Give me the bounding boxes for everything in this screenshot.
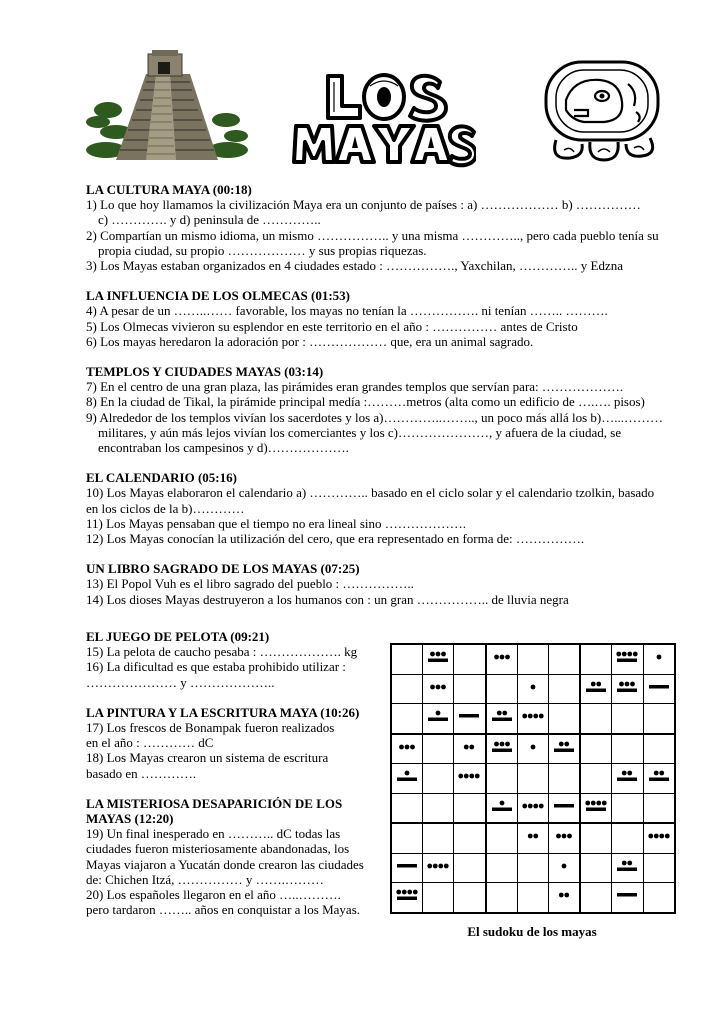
numeral-dot — [602, 800, 607, 805]
numeral-dot — [499, 655, 504, 660]
sudoku-row — [391, 793, 675, 823]
section-title: TEMPLOS Y CIUDADES MAYAS (03:14) — [86, 364, 324, 380]
numeral-dot — [559, 741, 564, 746]
numeral-dot — [405, 744, 410, 749]
sudoku-cell-given — [486, 793, 518, 823]
numeral-dot — [539, 714, 544, 719]
sudoku-cell-given — [486, 704, 518, 734]
sudoku-cell-given — [643, 644, 675, 674]
numeral-dot — [459, 774, 464, 779]
numeral-dot — [407, 890, 412, 895]
maya-numeral-2 — [455, 735, 483, 759]
numeral-dot — [413, 890, 418, 895]
sudoku-cell-empty[interactable] — [612, 734, 643, 764]
pyramid-image — [86, 50, 248, 162]
numeral-bar — [459, 714, 479, 718]
sudoku-cell-empty[interactable] — [454, 674, 486, 704]
sudoku-cell-empty[interactable] — [517, 853, 548, 883]
sudoku-cell-empty[interactable] — [517, 883, 548, 913]
maya-numeral-8 — [613, 675, 641, 699]
numeral-bar — [649, 685, 669, 689]
worksheet-left-column — [86, 629, 386, 917]
sudoku-cell-empty[interactable] — [454, 883, 486, 913]
sudoku-cell-empty[interactable] — [423, 793, 454, 823]
numeral-dot — [586, 800, 591, 805]
sudoku-cell-empty[interactable] — [517, 764, 548, 794]
numeral-dot — [494, 655, 499, 660]
numeral-bar — [617, 688, 637, 692]
worksheet-body — [86, 182, 686, 607]
section-title: LA INFLUENCIA DE LOS OLMECAS (01:53) — [86, 288, 351, 304]
numeral-dot — [622, 860, 627, 865]
numeral-dot — [410, 744, 415, 749]
maya-numeral-3 — [550, 824, 578, 848]
sudoku-cell-given — [517, 674, 548, 704]
question-line: Mayas viajaron a Yucatán donde crearon las ciudades — [86, 856, 364, 872]
numeral-bar — [492, 748, 512, 752]
numeral-dot — [499, 741, 504, 746]
section-title: LA PINTURA Y LA ESCRITURA MAYA (10:26) — [86, 704, 360, 720]
maya-numeral-9 — [613, 645, 641, 669]
maya-numeral-4 — [519, 704, 547, 728]
maya-numeral-8 — [488, 735, 516, 759]
numeral-dot — [628, 860, 633, 865]
section-title: EL JUEGO DE PELOTA (09:21) — [86, 629, 270, 644]
question-line: 18) Los Mayas crearon un sistema de escritura — [86, 750, 329, 766]
numeral-bar — [617, 867, 637, 871]
numeral-dot — [436, 652, 441, 657]
question-line: 19) Un final inesperado en ……….. dC todas las — [86, 826, 341, 842]
numeral-dot — [564, 741, 569, 746]
sudoku-cell-given — [643, 823, 675, 853]
numeral-bar — [428, 718, 448, 722]
numeral-dot — [648, 834, 653, 839]
maya-numeral-5 — [645, 675, 673, 699]
maya-numeral-4 — [519, 794, 547, 818]
question-line: 9) Alrededor de los templos vivían los sacerdotes y los a)…………..…….., un poco más allá los b)…...……… — [86, 409, 663, 425]
sudoku-cell-empty[interactable] — [454, 644, 486, 674]
numeral-dot — [528, 803, 533, 808]
sudoku-cell-empty[interactable] — [454, 853, 486, 883]
sudoku-cell-given — [548, 823, 580, 853]
numeral-dot — [597, 800, 602, 805]
numeral-bar — [492, 718, 512, 722]
maya-numeral-5 — [613, 883, 641, 907]
maya-numeral-2 — [550, 883, 578, 907]
sudoku-cell-given — [517, 734, 548, 764]
numeral-bar — [617, 659, 637, 663]
sudoku-cell-empty[interactable] — [423, 883, 454, 913]
question-line: ciudades fueron misteriosamente abandonadas, los — [86, 841, 350, 857]
sudoku-cell-given — [612, 644, 643, 674]
numeral-dot — [530, 684, 535, 689]
maya-numeral-7 — [488, 704, 516, 728]
numeral-bar — [492, 807, 512, 811]
sudoku-cell-given — [423, 853, 454, 883]
numeral-dot — [464, 744, 469, 749]
sudoku-cell-given — [612, 853, 643, 883]
maya-numeral-7 — [613, 854, 641, 878]
sudoku-cell-given — [580, 674, 612, 704]
maya-numeral-2 — [519, 824, 547, 848]
maya-numeral-6 — [424, 704, 452, 728]
numeral-dot — [433, 863, 438, 868]
maya-numeral-1 — [645, 645, 673, 669]
numeral-dot — [591, 681, 596, 686]
maya-numeral-5 — [550, 794, 578, 818]
question-line: 20) Los españoles llegaron en el año …..………. — [86, 887, 341, 903]
section-title: UN LIBRO SAGRADO DE LOS MAYAS (07:25) — [86, 561, 360, 577]
numeral-bar — [397, 778, 417, 782]
numeral-bar — [554, 804, 574, 808]
sudoku-row — [391, 644, 675, 674]
numeral-dot — [436, 684, 441, 689]
maya-numeral-5 — [393, 854, 421, 878]
question-line: 7) En el centro de una gran plaza, las pirámides eran grandes templos que servían para: ………………. — [86, 379, 624, 395]
maya-numeral-9 — [393, 883, 421, 907]
maya-numeral-8 — [424, 645, 452, 669]
question-line: 5) Los Olmecas vivieron su esplendor en este territorio en el año : …………… antes de Cristo — [86, 318, 578, 334]
numeral-dot — [567, 834, 572, 839]
sudoku-cell-given — [486, 734, 518, 764]
numeral-bar — [617, 893, 637, 897]
sudoku-cell-empty[interactable] — [580, 704, 612, 734]
sudoku-cell-empty[interactable] — [391, 704, 423, 734]
maya-numeral-7 — [645, 764, 673, 788]
numeral-dot — [597, 681, 602, 686]
sudoku-cell-given — [423, 704, 454, 734]
numeral-dot — [533, 834, 538, 839]
numeral-dot — [622, 652, 627, 657]
question-line: en los ciclos de la b)………… — [86, 500, 245, 516]
numeral-dot — [656, 655, 661, 660]
sudoku-cell-given — [643, 674, 675, 704]
numeral-dot — [475, 774, 480, 779]
sudoku-cell-given — [391, 853, 423, 883]
sudoku-cell-empty[interactable] — [612, 704, 643, 734]
question-line: militares, y aún más lejos vivían los comerciantes y los c)…………………, y afuera de la ciudad, se — [98, 424, 622, 440]
sudoku-cell-empty[interactable] — [548, 764, 580, 794]
numeral-dot — [653, 834, 658, 839]
numeral-dot — [402, 890, 407, 895]
section-title: EL CALENDARIO (05:16) — [86, 470, 237, 486]
question-line: 3) Los Mayas estaban organizados en 4 ciudades estado : ……………., Yaxchilan, ………….. y Edzna — [86, 258, 623, 274]
sudoku-cell-given — [517, 793, 548, 823]
numeral-dot — [633, 652, 638, 657]
sudoku-cell-empty[interactable] — [643, 853, 675, 883]
sudoku-cell-empty[interactable] — [391, 823, 423, 853]
sudoku-cell-empty[interactable] — [612, 823, 643, 853]
maya-sudoku-grid — [390, 643, 676, 914]
sudoku-cell-empty[interactable] — [454, 823, 486, 853]
numeral-bar — [617, 778, 637, 782]
sudoku-cell-given — [548, 734, 580, 764]
sudoku-cell-given — [486, 644, 518, 674]
sudoku-cell-empty[interactable] — [643, 883, 675, 913]
maya-numeral-7 — [582, 675, 610, 699]
numeral-dot — [499, 800, 504, 805]
sudoku-cell-empty[interactable] — [423, 764, 454, 794]
question-line: propia ciudad, su propio ……………… y sus propias riquezas. — [98, 242, 427, 258]
numeral-dot — [464, 774, 469, 779]
sudoku-cell-given — [454, 734, 486, 764]
question-line: ………………… y ……………….. — [86, 674, 275, 690]
sudoku-cell-empty[interactable] — [612, 793, 643, 823]
question-line: 10) Los Mayas elaboraron el calendario a) ………….. basado en el ciclo solar y el calendario tzolkin, basado — [86, 485, 655, 501]
sudoku-cell-empty[interactable] — [580, 764, 612, 794]
numeral-dot — [530, 744, 535, 749]
sudoku-cell-empty[interactable] — [517, 644, 548, 674]
sudoku-caption: El sudoku de los mayas — [467, 924, 597, 939]
sudoku-cell-given — [548, 793, 580, 823]
sudoku-cell-given — [612, 674, 643, 704]
sudoku-cell-empty[interactable] — [423, 823, 454, 853]
question-line: 2) Compartían un mismo idioma, un mismo …………….. y una misma ………….., pero cada pueblo tenía su — [86, 227, 659, 243]
numeral-dot — [533, 803, 538, 808]
sudoku-cell-empty[interactable] — [486, 823, 518, 853]
numeral-dot — [502, 711, 507, 716]
maya-numeral-7 — [613, 764, 641, 788]
sudoku-cell-given — [391, 764, 423, 794]
numeral-dot — [556, 834, 561, 839]
numeral-dot — [494, 741, 499, 746]
numeral-dot — [562, 834, 567, 839]
question-line: de: Chichen Itzá, …………… y …….……… — [86, 871, 324, 887]
sudoku-row — [391, 704, 675, 734]
numeral-dot — [505, 655, 510, 660]
maya-numeral-6 — [488, 794, 516, 818]
numeral-dot — [628, 652, 633, 657]
question-line: 14) Los dioses Mayas destruyeron a los humanos con : un gran …………….. de lluvia negra — [86, 591, 569, 607]
maya-numeral-4 — [424, 854, 452, 878]
numeral-dot — [470, 744, 475, 749]
numeral-dot — [396, 890, 401, 895]
sudoku-cell-empty[interactable] — [580, 853, 612, 883]
numeral-dot — [664, 834, 669, 839]
sudoku-cell-empty[interactable] — [580, 644, 612, 674]
question-line: 12) Los Mayas conocían la utilización del cero, que era representado en forma de: ……………. — [86, 531, 585, 547]
sudoku-cell-empty[interactable] — [423, 734, 454, 764]
sudoku-row — [391, 674, 675, 704]
question-line: c) …………. y d) peninsula de ………….. — [98, 212, 321, 228]
sudoku-cell-given — [454, 704, 486, 734]
question-line: 1) Lo que hoy llamamos la civilización Maya era un conjunto de países : a) ……………… b) …………… — [86, 197, 641, 213]
sudoku-cell-empty[interactable] — [580, 883, 612, 913]
sudoku-cell-given — [643, 764, 675, 794]
numeral-dot — [430, 684, 435, 689]
sudoku-cell-empty[interactable] — [548, 704, 580, 734]
maya-numeral-3 — [488, 645, 516, 669]
numeral-dot — [631, 681, 636, 686]
sudoku-cell-given — [391, 734, 423, 764]
numeral-dot — [620, 681, 625, 686]
maya-numeral-1 — [550, 854, 578, 878]
numeral-dot — [562, 863, 567, 868]
numeral-dot — [441, 652, 446, 657]
numeral-dot — [505, 741, 510, 746]
maya-numeral-6 — [393, 764, 421, 788]
section-title: LA CULTURA MAYA (00:18) — [86, 182, 252, 197]
question-line: 16) La dificultad es que estaba prohibido utilizar : — [86, 659, 346, 675]
numeral-dot — [439, 863, 444, 868]
question-line: 6) Los mayas heredaron la adoración por : ……………… que, era un animal sagrado. — [86, 333, 534, 349]
sudoku-cell-empty[interactable] — [580, 734, 612, 764]
numeral-bar — [586, 807, 606, 811]
numeral-dot — [625, 681, 630, 686]
question-line: basado en …………. — [86, 765, 197, 781]
sudoku-cell-given — [548, 883, 580, 913]
numeral-dot — [559, 893, 564, 898]
title-logo — [290, 68, 476, 168]
sudoku-cell-empty[interactable] — [643, 704, 675, 734]
sudoku-cell-empty[interactable] — [391, 674, 423, 704]
sudoku-row — [391, 734, 675, 764]
question-line: 15) La pelota de caucho pesaba : ………………. kg — [86, 644, 358, 660]
sudoku-cell-given — [612, 764, 643, 794]
sudoku-cell-empty[interactable] — [391, 793, 423, 823]
numeral-dot — [522, 714, 527, 719]
numeral-dot — [405, 771, 410, 776]
numeral-dot — [430, 652, 435, 657]
numeral-dot — [564, 893, 569, 898]
sudoku-cell-empty[interactable] — [548, 674, 580, 704]
numeral-dot — [528, 714, 533, 719]
numeral-dot — [659, 771, 664, 776]
sudoku-row — [391, 883, 675, 913]
sudoku-cell-given — [391, 883, 423, 913]
question-line: 13) El Popol Vuh es el libro sagrado del pueblo : …………….. — [86, 576, 414, 592]
question-line: encontraban los campesinos y d)………………. — [98, 440, 349, 456]
maya-numeral-9 — [582, 794, 610, 818]
numeral-bar — [397, 897, 417, 901]
sudoku-cell-empty[interactable] — [643, 793, 675, 823]
maya-numeral-4 — [645, 824, 673, 848]
sudoku-cell-empty[interactable] — [486, 674, 518, 704]
numeral-dot — [539, 803, 544, 808]
numeral-dot — [470, 774, 475, 779]
maya-numeral-4 — [455, 764, 483, 788]
sudoku-cell-empty[interactable] — [391, 644, 423, 674]
sudoku-cell-given — [548, 853, 580, 883]
sudoku-cell-given — [517, 704, 548, 734]
sudoku-cell-empty[interactable] — [486, 764, 518, 794]
sudoku-cell-given — [454, 764, 486, 794]
numeral-dot — [497, 711, 502, 716]
numeral-dot — [533, 714, 538, 719]
maya-numeral-5 — [455, 704, 483, 728]
numeral-dot — [436, 711, 441, 716]
numeral-dot — [441, 684, 446, 689]
maya-numeral-1 — [519, 735, 547, 759]
question-line: 17) Los frescos de Bonampak fueron realizados — [86, 720, 335, 736]
question-line: 4) A pesar de un ……..…… favorable, los mayas no tenían la ……………. ni tenían …….. ………. — [86, 303, 608, 319]
numeral-bar — [586, 688, 606, 692]
mayan-glyph-icon — [538, 56, 668, 166]
sudoku-cell-given — [612, 883, 643, 913]
numeral-dot — [628, 771, 633, 776]
sudoku-row — [391, 853, 675, 883]
maya-numeral-7 — [550, 735, 578, 759]
numeral-dot — [528, 834, 533, 839]
numeral-bar — [428, 659, 448, 663]
sudoku-row — [391, 823, 675, 853]
sudoku-cell-empty[interactable] — [643, 734, 675, 764]
numeral-dot — [428, 863, 433, 868]
question-line: 8) En la ciudad de Tikal, la pirámide principal medía :………metros (alta como un edificio de ….…. pisos) — [86, 394, 645, 410]
maya-numeral-3 — [393, 735, 421, 759]
section-title: LA MISTERIOSA DESAPARICIÓN DE LOS MAYAS (12:20) — [86, 795, 343, 827]
numeral-dot — [622, 771, 627, 776]
numeral-dot — [522, 803, 527, 808]
sudoku-cell-given — [423, 644, 454, 674]
numeral-bar — [554, 748, 574, 752]
numeral-dot — [659, 834, 664, 839]
sudoku-cell-empty[interactable] — [580, 823, 612, 853]
numeral-dot — [653, 771, 658, 776]
numeral-dot — [591, 800, 596, 805]
numeral-dot — [444, 863, 449, 868]
numeral-bar — [649, 778, 669, 782]
sudoku-cell-empty[interactable] — [486, 883, 518, 913]
sudoku-cell-given — [517, 823, 548, 853]
sudoku-cell-given — [423, 674, 454, 704]
maya-numeral-3 — [424, 675, 452, 699]
sudoku-cell-given — [580, 793, 612, 823]
numeral-dot — [617, 652, 622, 657]
question-line: pero tardaron …….. años en conquistar a los Mayas. — [86, 902, 361, 918]
numeral-bar — [397, 864, 417, 868]
sudoku-row — [391, 764, 675, 794]
sudoku-cell-empty[interactable] — [454, 793, 486, 823]
sudoku-cell-empty[interactable] — [548, 644, 580, 674]
question-line: en el año : ………… dC — [86, 735, 214, 751]
question-line: 11) Los Mayas pensaban que el tiempo no era lineal sino ………………. — [86, 515, 467, 531]
maya-numeral-1 — [519, 675, 547, 699]
sudoku-cell-empty[interactable] — [486, 853, 518, 883]
numeral-dot — [399, 744, 404, 749]
